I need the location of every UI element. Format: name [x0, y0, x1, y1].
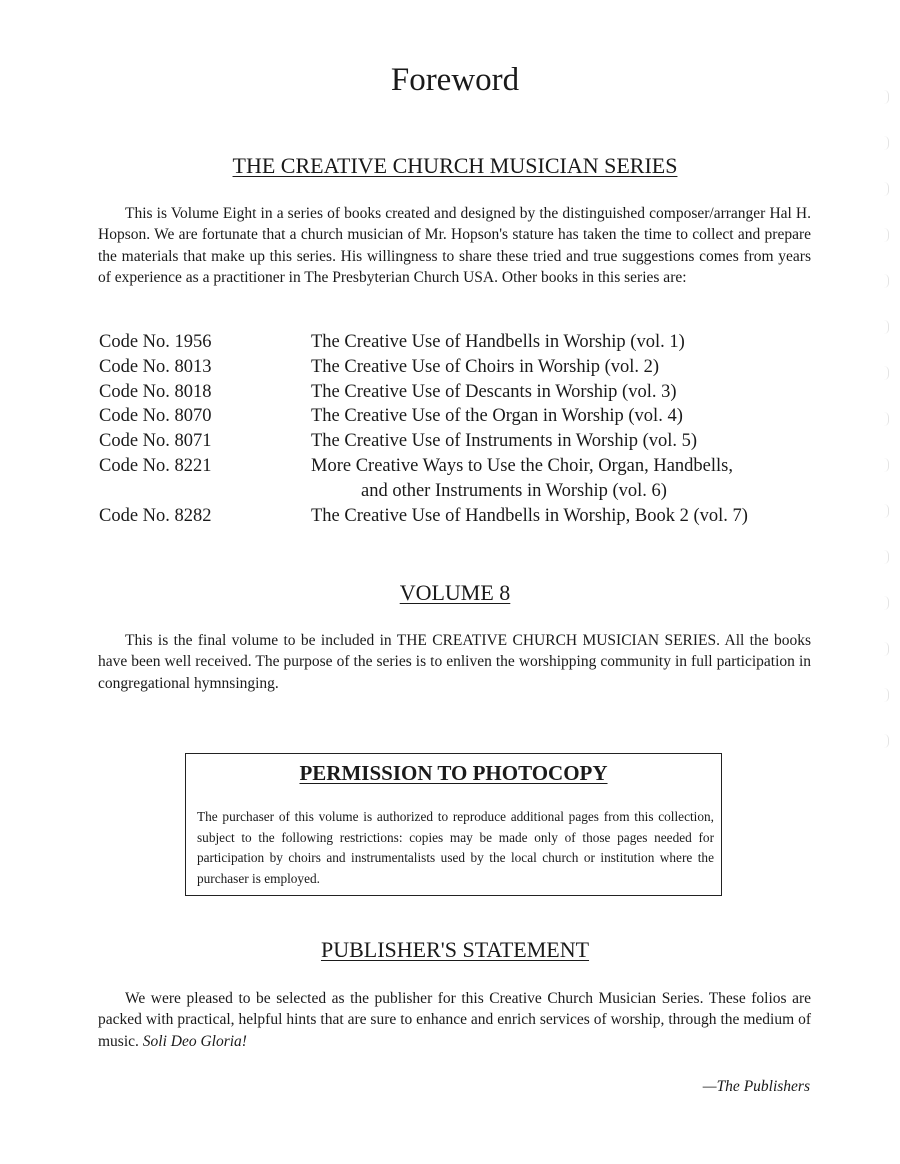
book-title: The Creative Use of Handbells in Worship (vol. 1) — [311, 332, 685, 352]
list-item — [99, 454, 819, 504]
book-title: The Creative Use of Instruments in Worship (vol. 5) — [311, 431, 698, 452]
book-code: Code No. 8071 — [99, 431, 212, 452]
book-title: The Creative Use of the Organ in Worship (vol. 4) — [311, 406, 683, 427]
publisher-text: We were pleased to be selected as the publisher for this Creative Church Musician Series. These folios are packed with practical, helpful hints that are sure to enhance and enrich services of worship, through the medium of music. — [98, 990, 811, 1050]
list-item — [99, 380, 819, 405]
page-edge-marks — [884, 90, 894, 790]
list-item — [99, 330, 819, 355]
book-code: Code No. 8221 — [99, 455, 212, 476]
list-item — [99, 429, 819, 454]
series-intro-paragraph — [98, 203, 811, 288]
book-code: Code No. 8018 — [99, 381, 212, 402]
book-title: The Creative Use of Descants in Worship (vol. 3) — [311, 381, 677, 402]
closing-phrase: Soli Deo Gloria! — [142, 1032, 247, 1050]
publisher-heading: PUBLISHER'S STATEMENT — [320, 937, 590, 962]
book-title: The Creative Use of Choirs in Worship (vol. 2) — [311, 356, 660, 377]
book-code: Code No. 1956 — [99, 332, 212, 352]
permission-text: The purchaser of this volume is authorized to reproduce additional pages from this collection, subject to the following restrictions: copies may be made only of those pages needed for participation by choirs and instrumentalists used by the local church or institution where the purchaser is employed. — [197, 809, 714, 886]
permission-heading: PERMISSION TO PHOTOCOPY — [299, 761, 608, 785]
volume-paragraph — [98, 630, 811, 694]
volume-text: This is the final volume to be included in THE CREATIVE CHURCH MUSICIAN SERIES. All the books have been well received. The purpose of the series is to enliven the worshipping community in full participation in congregational hymnsinging. — [98, 632, 811, 692]
book-title: More Creative Ways to Use the Choir, Organ, Handbells, — [311, 455, 733, 476]
book-title-continuation: and other Instruments in Worship (vol. 6) — [361, 480, 667, 501]
book-list — [99, 330, 819, 528]
book-title-multiline — [311, 454, 819, 504]
list-item — [99, 404, 819, 429]
series-intro-text: This is Volume Eight in a series of books created and designed by the distinguished composer/arranger Hal H. Hopson. We are fortunate that a church musician of Mr. Hopson's stature has taken the time to collect and prepare the materials that make up this series. His willingness to share these tried and true suggestions comes from years of experience as a practitioner in The Presbyterian Church USA. Other books in this series are: — [98, 205, 811, 286]
publisher-paragraph — [98, 988, 811, 1052]
series-heading: THE CREATIVE CHURCH MUSICIAN SERIES — [232, 153, 678, 178]
book-title: The Creative Use of Handbells in Worship, Book 2 (vol. 7) — [311, 505, 748, 526]
volume-heading: VOLUME 8 — [399, 580, 511, 605]
book-code: Code No. 8282 — [99, 505, 212, 526]
list-item — [99, 355, 819, 380]
page-title: Foreword — [390, 62, 520, 98]
publisher-signoff: —The Publishers — [702, 1078, 810, 1095]
book-code: Code No. 8070 — [99, 406, 212, 427]
list-item — [99, 504, 819, 529]
permission-box — [185, 753, 722, 896]
book-code: Code No. 8013 — [99, 356, 212, 377]
